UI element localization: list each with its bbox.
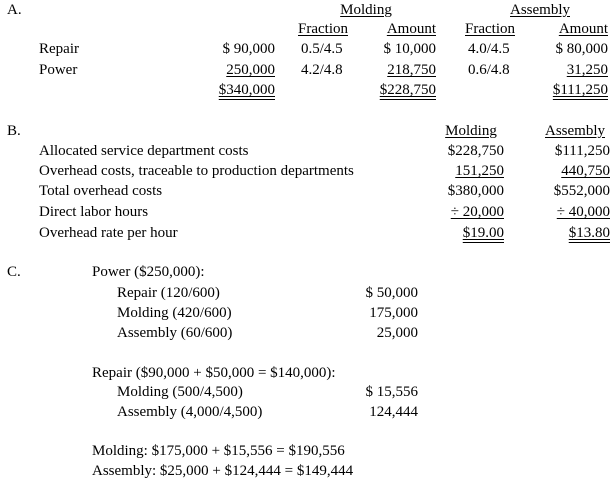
molding-fraction-header: Fraction [298, 21, 348, 37]
power-row-amount: 175,000 [369, 305, 418, 321]
total-cost: $340,000 [218, 82, 275, 98]
row-power-cost: 250,000 [226, 62, 275, 78]
repair-row-amount: 124,444 [369, 404, 418, 420]
repair-heading: Repair ($90,000 + $50,000 = $140,000): [92, 365, 336, 381]
assembly-header: Assembly [510, 2, 570, 18]
repair-row-label: Molding (500/4,500) [117, 384, 243, 400]
power-row-label: Molding (420/600) [117, 305, 232, 321]
b-row-molding: $228,750 [447, 143, 504, 159]
power-row-amount: $ 50,000 [365, 285, 418, 301]
row-repair-assembly-amount: $ 80,000 [555, 41, 608, 57]
row-power-label: Power [39, 62, 78, 78]
assembly-fraction-header: Fraction [465, 21, 515, 37]
b-row-assembly: 440,750 [561, 163, 610, 179]
power-row-label: Assembly (60/600) [117, 325, 233, 341]
section-c-label: C. [7, 264, 21, 280]
row-repair-assembly-fraction: 4.0/4.5 [468, 41, 510, 57]
b-molding-header: Molding [445, 123, 497, 139]
row-power-assembly-fraction: 0.6/4.8 [468, 62, 510, 78]
row-repair-molding-amount: $ 10,000 [383, 41, 436, 57]
total-assembly: $111,250 [552, 82, 608, 98]
b-row-molding: $19.00 [462, 225, 504, 241]
b-row-assembly: ÷ 40,000 [556, 204, 610, 220]
repair-row-label: Assembly (4,000/4,500) [117, 404, 263, 420]
repair-row-amount: $ 15,556 [365, 384, 418, 400]
b-row-label: Overhead costs, traceable to production departments [39, 163, 354, 179]
b-row-assembly: $552,000 [553, 183, 610, 199]
row-repair-cost: $ 90,000 [222, 41, 275, 57]
b-row-molding: ÷ 20,000 [450, 204, 504, 220]
row-power-assembly-amount: 31,250 [566, 62, 608, 78]
section-a-label: A. [7, 2, 22, 18]
assembly-amount-header: Amount [558, 21, 608, 37]
row-power-molding-fraction: 4.2/4.8 [301, 62, 343, 78]
power-row-label: Repair (120/600) [117, 285, 220, 301]
molding-total-line: Molding: $175,000 + $15,556 = $190,556 [92, 443, 345, 459]
b-assembly-header: Assembly [545, 123, 605, 139]
b-row-molding: $380,000 [447, 183, 504, 199]
assembly-total-line: Assembly: $25,000 + $124,444 = $149,444 [92, 463, 354, 479]
b-row-assembly: $111,250 [554, 143, 610, 159]
molding-header: Molding [340, 2, 392, 18]
b-row-label: Direct labor hours [39, 204, 149, 220]
total-molding: $228,750 [379, 82, 436, 98]
b-row-label: Overhead rate per hour [39, 225, 178, 241]
b-row-assembly: $13.80 [568, 225, 610, 241]
power-heading: Power ($250,000): [92, 264, 205, 280]
b-row-label: Total overhead costs [39, 183, 163, 199]
molding-amount-header: Amount [386, 21, 436, 37]
row-repair-label: Repair [39, 41, 79, 57]
row-power-molding-amount: 218,750 [387, 62, 436, 78]
power-row-amount: 25,000 [376, 325, 418, 341]
b-row-molding: 151,250 [455, 163, 504, 179]
section-b-label: B. [7, 123, 21, 139]
b-row-label: Allocated service department costs [39, 143, 249, 159]
row-repair-molding-fraction: 0.5/4.5 [301, 41, 343, 57]
